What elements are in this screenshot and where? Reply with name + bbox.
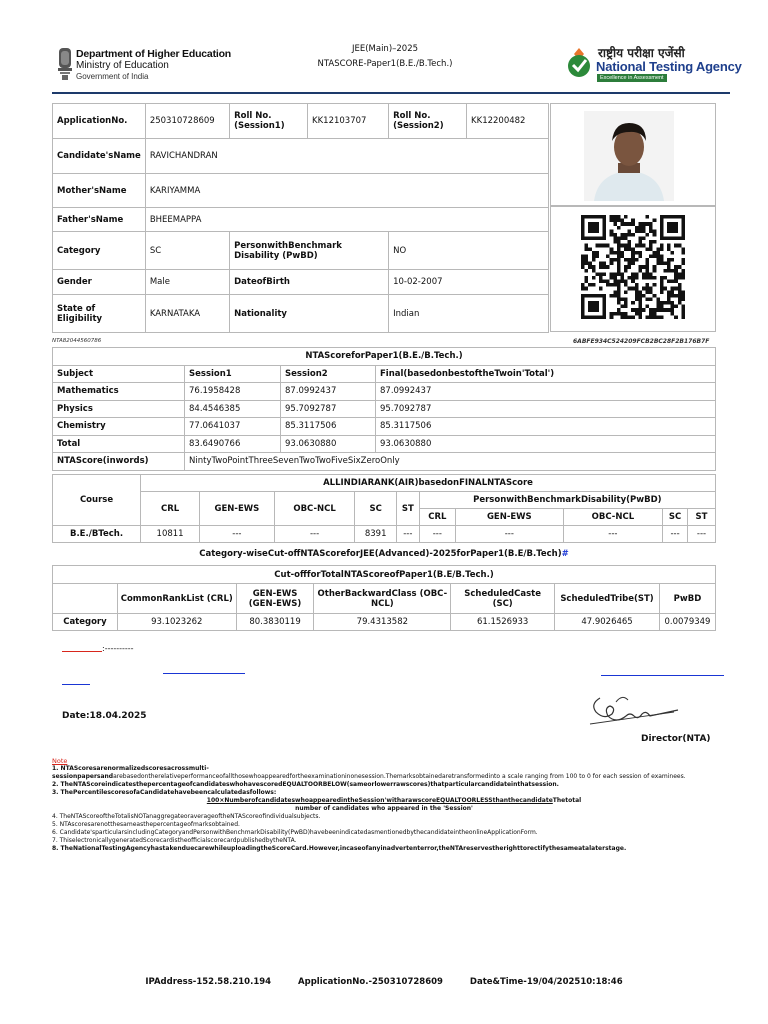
note-3: 3. ThePercentilescoresofaCandidatehavebeencalculatedasfollows: [52,789,277,796]
notes-section [52,757,716,853]
roll2-label: Roll No. (Session2) [389,104,467,139]
score-cell: 83.6490766 [185,435,281,453]
footer-app-no: ApplicationNo.-250310728609 [298,977,443,987]
nationality-label: Nationality [230,295,389,333]
table-row [53,614,716,631]
dept-line1: Department of Higher Education [76,48,232,60]
mother-value: KARIYAMMA [145,174,548,208]
photo-cell [550,103,716,206]
dob-label: DateofBirth [230,270,389,295]
air-pwbd-header-gen-ews: GEN-EWS [455,509,563,526]
air-pwbd-cell: --- [563,526,662,543]
subject-cell: Physics [53,400,185,418]
formula-numerator [52,797,716,805]
table-row [53,383,716,401]
father-value: BHEEMAPPA [145,208,548,232]
nta-hindi-name: राष्ट्रीय परीक्षा एजेंसी [598,46,685,60]
score-header-final: Final(basedonbestoftheTwoin'Total') [376,365,716,383]
score-cell: 93.0630880 [281,435,376,453]
note-1c: arebasedontherelativeperformanceofallthosewhoappearedfortheexaminationinonesession.Themarksobtainedaretransformedinto a scale ranging from 100 to 0 for each session of examinees. [113,773,686,780]
subject-cell: Mathematics [53,383,185,401]
air-pwbd-cell: --- [419,526,455,543]
state-label: State of Eligibility [53,295,146,333]
air-header-crl: CRL [141,492,200,526]
air-pwbd-title: PersonwithBenchmarkDisability(PwBD) [419,492,715,509]
nta-tagline: Excellence in Assessment [597,74,667,82]
note-8: 8. TheNationalTestingAgencyhastakenduecarewhileuploadingtheScoreCard.However,incaseofanyinadvertenterror,theNTAreservestherighttorectifythesameatalaterstage. [52,845,627,852]
score-header-session1: Session1 [185,365,281,383]
table-row [53,526,716,543]
code-left: NTA82044560786 [52,338,102,344]
category-label: Category [53,232,146,270]
father-label: Father'sName [53,208,146,232]
score-table [52,347,716,471]
formula-denominator: number of candidates who appeared in the 'Session' [295,805,473,812]
score-words-label: NTAScore(inwords) [53,453,185,471]
score-cell: 85.3117506 [376,418,716,436]
table-row [53,400,716,418]
qr-code-icon [581,215,685,319]
score-words-value: NintyTwoPointThreeSevenTwoTwoFiveSixZeroOnly [185,453,716,471]
category-value: SC [145,232,229,270]
pwbd-label: PersonwithBenchmark Disability (PwBD) [230,232,389,270]
cutoff-cell: 0.0079349 [659,614,715,631]
score-header-subject: Subject [53,365,185,383]
director-signature [586,690,686,732]
exam-subtitle: NTASCORE-Paper1(B.E./B.Tech.) [317,59,453,69]
air-pwbd-header-obc-ncl: OBC-NCL [563,509,662,526]
formula-tail: Thetotal [552,797,582,804]
cutoff-heading-mark: # [561,549,569,559]
score-title: NTAScoreforPaper1(B.E./B.Tech.) [53,348,716,366]
air-header-obc-ncl: OBC-NCL [274,492,355,526]
gender-value: Male [145,270,229,295]
note-5: 5. NTAscoresarenotthesameasthepercentageofmarksobtained. [52,821,240,828]
app-no-value: 250310728609 [145,104,229,139]
table-row [53,435,716,453]
gender-label: Gender [53,270,146,295]
air-table [52,474,716,543]
name-label: Candidate'sName [53,139,146,174]
cutoff-heading-text: Category-wiseCut-offNTAScoreforJEE(Advanced)-2025forPaper1(B.E/B.Tech) [199,549,562,559]
cutoff-header-crl: CommonRankList (CRL) [117,584,236,614]
national-emblem-icon [56,46,74,82]
note-2: 2. TheNTAScoreindicatesthepercentageofcandidateswhohavescoredEQUALTOORBELOW(sameorlowerrawscores)thatparticularcandidateinthatsession. [52,781,559,788]
air-course-value: B.E./BTech. [53,526,141,543]
air-header-st: ST [396,492,419,526]
candidate-info-table [52,103,549,333]
note-4: 4. TheNTAScoreoftheTotalisNOTanaggregateoraverageoftheNTAScoreofindividualsubjects. [52,813,321,820]
dept-line2: Ministry of Education [76,60,169,71]
note-1b: sessionpapersand [52,773,114,780]
cutoff-cell: 80.3830119 [236,614,314,631]
subject-cell: Chemistry [53,418,185,436]
score-cell: 87.0992437 [281,383,376,401]
roll2-value: KK12200482 [467,104,549,139]
note-7: 7. ThiselectronicallygeneratedScorecardistheofficialscorecardpublishedbytheNTA. [52,837,297,844]
name-value: RAVICHANDRAN [145,139,548,174]
air-cell: --- [200,526,275,543]
air-cell: 8391 [355,526,396,543]
air-cell: 10811 [141,526,200,543]
score-cell: 77.0641037 [185,418,281,436]
red-link-line[interactable] [62,651,102,652]
score-cell: 76.1958428 [185,383,281,401]
exam-title: JEE(Main)–2025 [351,44,419,54]
air-pwbd-header-crl: CRL [419,509,455,526]
air-course-label: Course [53,475,141,526]
cutoff-cell: 79.4313582 [314,614,451,631]
qr-cell [550,206,716,332]
score-cell: 85.3117506 [281,418,376,436]
pwbd-value: NO [389,232,549,270]
mother-label: Mother'sName [53,174,146,208]
note-6: 6. Candidate'sparticularsincludingCategoryandPersonwithBenchmarkDisability(PwBD)havebeenindicatedasmentionedbythecandidateintheonlineApplicationForm. [52,829,538,836]
page-header [0,0,768,96]
code-right: 6ABFE934C524209FCB2BC28F2B176B7F [573,338,710,345]
nationality-value: Indian [389,295,549,333]
dashes-text: :---------- [102,644,134,653]
subject-cell: Total [53,435,185,453]
formula-num: 100×NumberofcandidateswhoappearedintheSession'witharawscoreEQUALTOORLESSthanthecandidate [206,797,553,804]
score-cell: 95.7092787 [376,400,716,418]
score-cell: 84.4546385 [185,400,281,418]
air-pwbd-cell: --- [663,526,688,543]
blue-link-line-2[interactable] [163,673,245,674]
cutoff-title: Cut-offforTotalNTAScoreofPaper1(B.E/B.Tech.) [53,566,716,584]
air-cell: --- [274,526,355,543]
dob-value: 10-02-2007 [389,270,549,295]
air-pwbd-cell: --- [455,526,563,543]
air-header-gen-ews: GEN-EWS [200,492,275,526]
state-value: KARNATAKA [145,295,229,333]
air-title: ALLINDIARANK(AIR)basedonFINALNTAScore [141,475,716,492]
nta-english-name: National Testing Agency [596,59,742,74]
cutoff-table [52,565,716,631]
cutoff-cell: 93.1023262 [117,614,236,631]
blue-link-line-1[interactable] [62,684,90,685]
air-pwbd-cell: --- [687,526,715,543]
cutoff-header-st: ScheduledTribe(ST) [555,584,660,614]
cutoff-header-sc: ScheduledCaste (SC) [451,584,555,614]
page-footer [0,977,768,987]
header-divider [52,92,730,94]
cutoff-heading [0,549,768,559]
cutoff-cell: 61.1526933 [451,614,555,631]
blue-link-line-3[interactable] [601,675,724,676]
app-no-label: ApplicationNo. [53,104,146,139]
footer-ip: IPAddress-152.58.210.194 [145,977,272,987]
cutoff-header-empty [53,584,118,614]
cutoff-header-obc-ncl: OtherBackwardClass (OBC-NCL) [314,584,451,614]
cutoff-cell: 47.9026465 [555,614,660,631]
issue-date: Date:18.04.2025 [62,711,147,721]
cutoff-header-pwbd: PwBD [659,584,715,614]
cutoff-header-gen-ews: GEN-EWS (GEN-EWS) [236,584,314,614]
roll1-label: Roll No. (Session1) [230,104,308,139]
notes-title: Note [52,757,68,765]
air-header-sc: SC [355,492,396,526]
candidate-photo [584,111,674,201]
director-label: Director(NTA) [641,734,711,744]
note-1 [52,773,716,781]
score-header-session2: Session2 [281,365,376,383]
score-cell: 93.0630880 [376,435,716,453]
table-row [53,418,716,436]
dept-line3: Government of India [76,72,149,81]
footer-datetime: Date&Time-19/04/202510:18:46 [469,977,623,987]
air-pwbd-header-sc: SC [663,509,688,526]
note-1a: 1. NTAScoresarenormalizedscoresacrossmulti- [52,765,209,772]
score-cell: 95.7092787 [281,400,376,418]
roll1-value: KK12103707 [308,104,389,139]
air-cell: --- [396,526,419,543]
score-cell: 87.0992437 [376,383,716,401]
ministry-block [76,49,231,82]
nta-logo-icon [566,46,592,78]
air-pwbd-header-st: ST [687,509,715,526]
cutoff-row-label: Category [53,614,118,631]
